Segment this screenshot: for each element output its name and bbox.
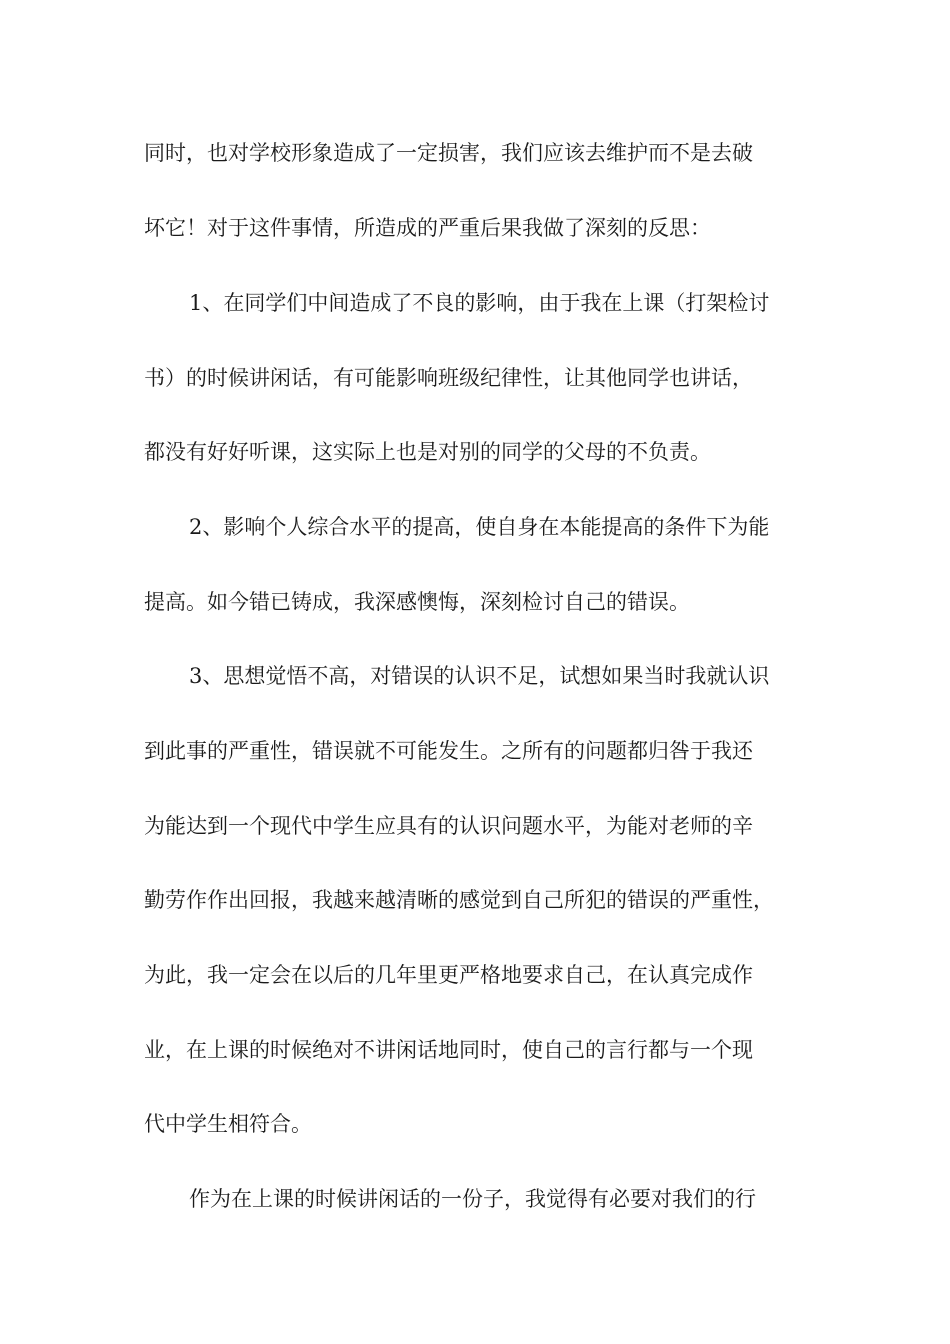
text-line: 到此事的严重性，错误就不可能发生。之所有的问题都归咎于我还 — [144, 739, 753, 763]
text-line: 书）的时候讲闲话，有可能影响班级纪律性，让其他同学也讲话， — [144, 366, 753, 390]
text-line: 代中学生相符合。 — [144, 1112, 312, 1136]
text-line: 勤劳作作出回报，我越来越清晰的感觉到自己所犯的错误的严重性， — [144, 888, 774, 912]
text-line: 都没有好好听课，这实际上也是对别的同学的父母的不负责。 — [144, 440, 711, 464]
text-line: 2、影响个人综合水平的提高，使自身在本能提高的条件下为能 — [189, 515, 770, 539]
text-line: 业，在上课的时候绝对不讲闲话地同时，使自己的言行都与一个现 — [144, 1038, 753, 1062]
text-line: 坏它！对于这件事情，所造成的严重后果我做了深刻的反思： — [144, 216, 711, 240]
text-line: 作为在上课的时候讲闲话的一份子，我觉得有必要对我们的行 — [189, 1187, 756, 1211]
text-line: 为此，我一定会在以后的几年里更严格地要求自己，在认真完成作 — [144, 963, 753, 987]
text-line: 3、思想觉悟不高，对错误的认识不足，试想如果当时我就认识 — [189, 664, 770, 688]
text-line: 同时，也对学校形象造成了一定损害，我们应该去维护而不是去破 — [144, 141, 753, 165]
text-line: 提高。如今错已铸成，我深感懊悔，深刻检讨自己的错误。 — [144, 590, 690, 614]
text-line: 1、在同学们中间造成了不良的影响，由于我在上课（打架检讨 — [189, 291, 770, 315]
text-line: 为能达到一个现代中学生应具有的认识问题水平，为能对老师的辛 — [144, 814, 753, 838]
